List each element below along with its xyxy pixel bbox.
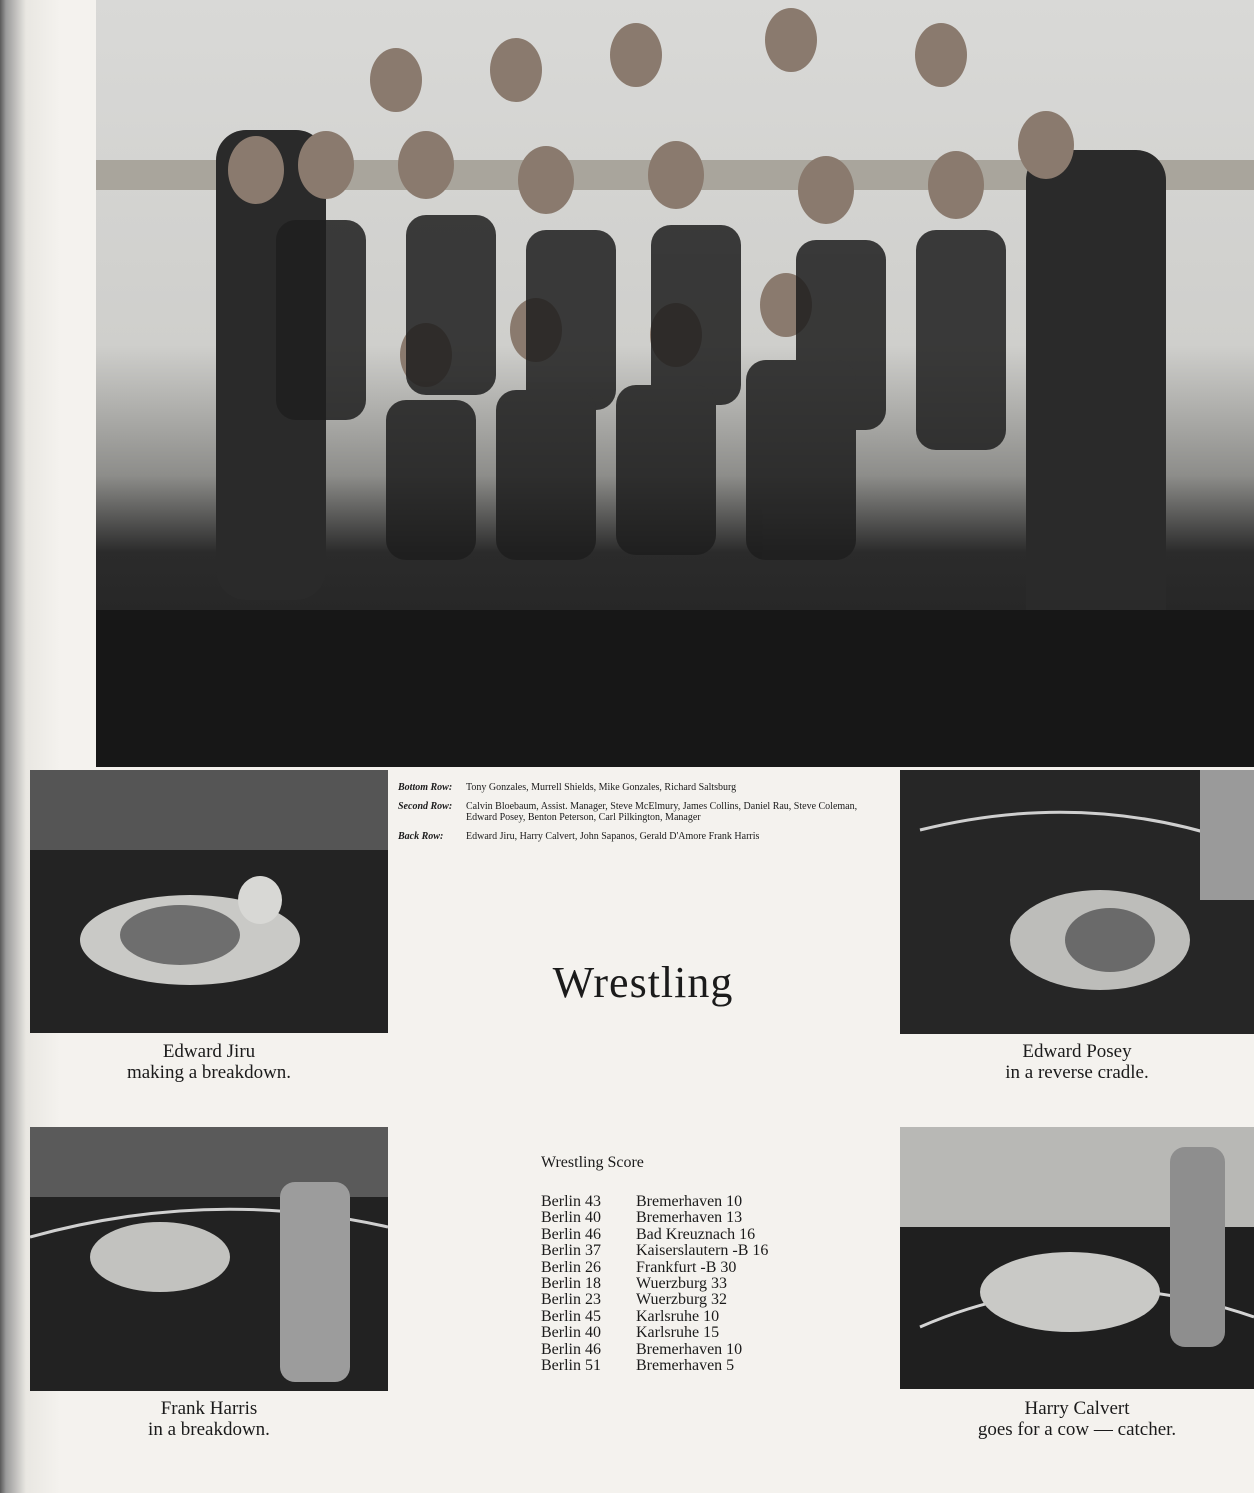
caption-harris-line2: in a breakdown.: [148, 1419, 270, 1440]
team-roster: [398, 782, 888, 850]
score-away: Bremerhaven 10: [636, 1193, 743, 1210]
jiru-breakdown-photo: [30, 770, 388, 1033]
caption-jiru-line2: making a breakdown.: [126, 1062, 292, 1083]
score-row: [541, 1358, 856, 1374]
score-away: Karlsruhe 10: [636, 1307, 720, 1325]
caption-jiru: [30, 1041, 388, 1083]
posey-reverse-cradle-photo: [900, 770, 1254, 1034]
score-away: Bad Kreuznach 16: [636, 1225, 756, 1243]
score-away: Frankfurt -B 30: [636, 1258, 737, 1276]
score-home: Berlin 23: [541, 1291, 601, 1309]
harris-photo-illustration: [30, 1127, 388, 1391]
caption-calvert-line2: goes for a cow — catcher.: [977, 1419, 1177, 1440]
score-home: Berlin 46: [541, 1225, 601, 1243]
score-home: Berlin 40: [541, 1324, 601, 1342]
caption-posey-line1: Edward Posey: [1022, 1041, 1132, 1062]
score-row: [541, 1292, 856, 1308]
score-home: Berlin 46: [541, 1340, 601, 1358]
roster-back-label: Back Row:: [398, 831, 444, 842]
score-home: Berlin 18: [541, 1275, 601, 1293]
roster-bottom-label: Bottom Row:: [398, 782, 453, 793]
roster-second-names: Calvin Bloebaum, Assist. Manager, Steve McElmury, James Collins, Daniel Rau, Steve Coleman, Edward Posey, Benton Peterson, Carl Pilkington, Manager: [466, 801, 858, 823]
roster-second-label: Second Row:: [398, 801, 453, 812]
score-away: Wuerzburg 32: [636, 1291, 728, 1309]
score-home: Berlin 45: [541, 1307, 601, 1325]
score-row: [541, 1260, 856, 1276]
calvert-photo-illustration: [900, 1127, 1254, 1389]
score-row: [541, 1309, 856, 1325]
score-home: Berlin 40: [541, 1209, 601, 1227]
score-away: Bremerhaven 10: [636, 1340, 743, 1358]
score-row: [541, 1325, 856, 1341]
calvert-cow-catcher-photo: [900, 1127, 1254, 1389]
caption-posey: [900, 1041, 1254, 1083]
harris-breakdown-photo: [30, 1127, 388, 1391]
score-row: [541, 1342, 856, 1358]
roster-back-names: Edward Jiru, Harry Calvert, John Sapanos, Gerald D'Amore Frank Harris: [466, 831, 760, 842]
roster-bottom-names: Tony Gonzales, Murrell Shields, Mike Gonzales, Richard Saltsburg: [466, 782, 737, 793]
caption-jiru-line1: Edward Jiru: [162, 1041, 256, 1062]
caption-posey-line2: in a reverse cradle.: [1005, 1062, 1149, 1083]
score-home: Berlin 37: [541, 1242, 601, 1260]
jiru-photo-illustration: [30, 770, 388, 1033]
roster-second-row: [398, 801, 888, 823]
roster-bottom-row: [398, 782, 888, 793]
score-table: [541, 1194, 856, 1374]
score-away: Karlsruhe 15: [636, 1324, 720, 1342]
caption-harris-line1: Frank Harris: [160, 1398, 258, 1419]
score-row: [541, 1276, 856, 1292]
score-title: Wrestling Score: [541, 1154, 644, 1171]
team-photo: [96, 0, 1254, 767]
score-row: [541, 1243, 856, 1259]
caption-calvert-line1: Harry Calvert: [1024, 1398, 1130, 1419]
score-home: Berlin 43: [541, 1193, 601, 1210]
score-away: Wuerzburg 33: [636, 1275, 728, 1293]
posey-photo-illustration: [900, 770, 1254, 1034]
score-away: Bremerhaven 13: [636, 1209, 743, 1227]
score-row: [541, 1227, 856, 1243]
score-away: Kaiserslautern -B 16: [636, 1242, 769, 1260]
page-title: Wrestling: [552, 958, 734, 1007]
score-row: [541, 1194, 856, 1210]
score-row: [541, 1210, 856, 1226]
caption-harris: [30, 1398, 388, 1440]
score-home: Berlin 26: [541, 1258, 601, 1276]
score-away: Bremerhaven 5: [636, 1357, 735, 1375]
score-home: Berlin 51: [541, 1357, 601, 1375]
roster-back-row: [398, 831, 888, 842]
caption-calvert: [900, 1398, 1254, 1440]
team-photo-illustration: [96, 0, 1254, 767]
